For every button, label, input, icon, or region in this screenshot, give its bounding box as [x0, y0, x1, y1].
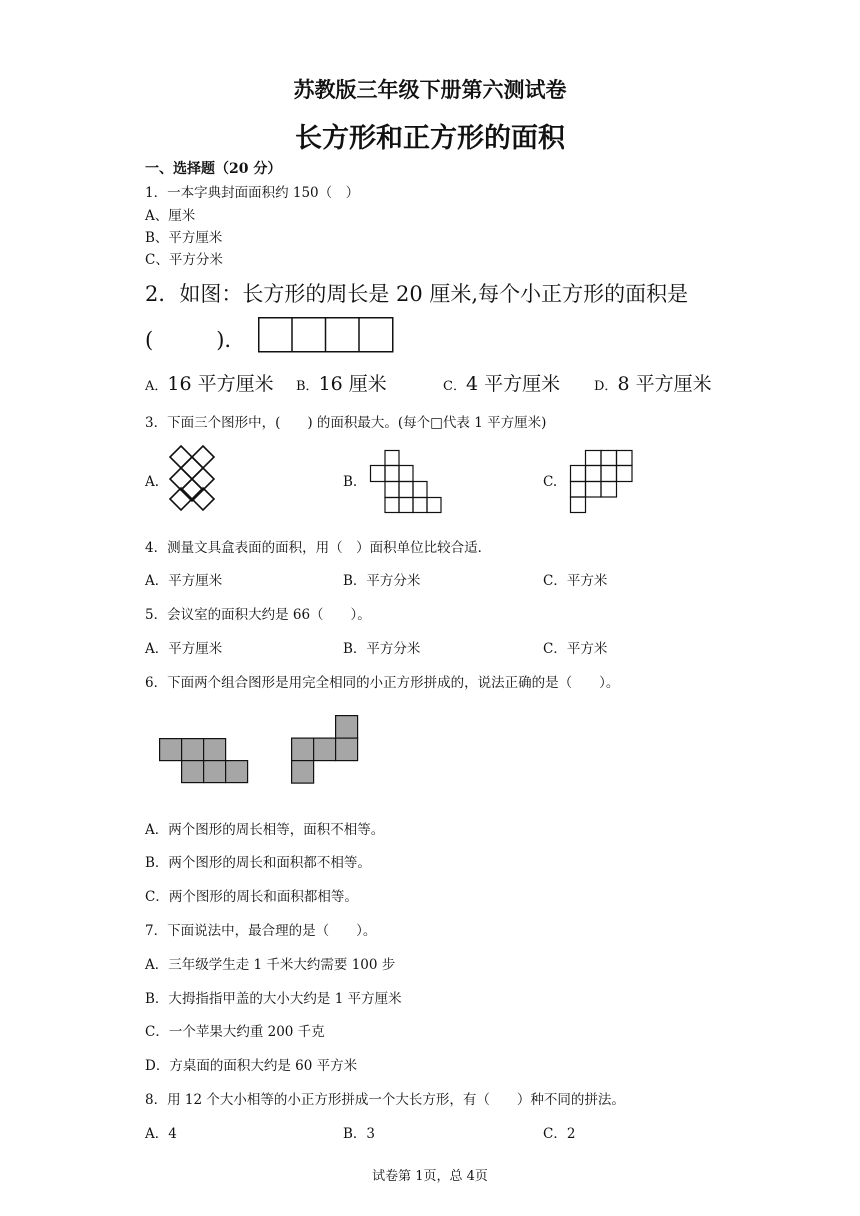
q2-option-d-text: 8 平方厘米 — [617, 373, 712, 395]
q4-option-a: A．平方厘米 — [145, 573, 223, 589]
q4-option-c: C．平方米 — [543, 573, 608, 589]
q1-option-b: B、平方厘米 — [145, 230, 223, 246]
q5-option-c: C．平方米 — [543, 641, 608, 657]
q2-blank: ( ). — [145, 328, 232, 352]
q8-option-c: C．2 — [543, 1126, 576, 1142]
q2-option-c-letter: C． — [443, 379, 466, 394]
q2-rectangle-figure — [258, 317, 394, 353]
q2-option-a-letter: A． — [145, 379, 168, 394]
q2-option-d-letter: D． — [594, 379, 618, 394]
q1-option-a: A、厘米 — [145, 208, 196, 224]
q6-stem: 6．下面两个组合图形是用完全相同的小正方形拼成的，说法正确的是（ ）。 — [145, 675, 620, 691]
q7-option-a: A．三年级学生走 1 千米大约需要 100 步 — [145, 957, 396, 973]
page-title: 苏教版三年级下册第六测试卷 — [293, 77, 567, 102]
q7-option-b: B．大拇指指甲盖的大小大约是 1 平方厘米 — [145, 991, 402, 1007]
q1-option-c: C、平方分米 — [145, 252, 223, 268]
q2-option-c-text: 4 平方厘米 — [465, 373, 561, 395]
q8-option-b: B．3 — [343, 1126, 376, 1142]
q2-option-b-text: 16 厘米 — [318, 373, 387, 395]
q7-stem: 7．下面说法中，最合理的是（ ）。 — [145, 923, 377, 939]
q1-stem: 1．一本字典封面面积约 150（ ） — [145, 185, 360, 201]
q2-option-b-letter: B． — [296, 379, 319, 394]
q3-figure-a — [170, 446, 214, 510]
page-footer: 试卷第 1页，总 4页 — [372, 1169, 488, 1184]
q6-option-a: A．两个图形的周长相等，面积不相等。 — [145, 822, 385, 838]
q7-option-c: C．一个苹果大约重 200 千克 — [145, 1024, 325, 1040]
q5-option-a: A．平方厘米 — [145, 641, 223, 657]
q8-option-a: A．4 — [145, 1126, 177, 1142]
q7-option-d: D．方桌面的面积大约是 60 平方米 — [145, 1058, 358, 1074]
q8-stem: 8．用 12 个大小相等的小正方形拼成一个大长方形，有（ ）种不同的拼法。 — [145, 1092, 625, 1108]
section-heading: 一、选择题（20 分） — [145, 161, 282, 177]
q3-label-a: A. — [145, 474, 160, 490]
q5-stem: 5．会议室的面积大约是 66（ ）。 — [145, 607, 371, 623]
q6-figure-left — [159, 738, 249, 784]
q6-figure-right — [291, 715, 359, 784]
q2-option-a-text: 16 平方厘米 — [167, 373, 274, 395]
page-subtitle: 长方形和正方形的面积 — [295, 123, 565, 154]
q3-figure-b — [370, 450, 442, 513]
q4-option-b: B．平方分米 — [343, 573, 421, 589]
q3-figure-c — [570, 450, 633, 513]
q3-stem: 3．下面三个图形中，( ) 的面积最大。(每个□代表 1 平方厘米) — [145, 415, 547, 431]
q6-option-c: C．两个图形的周长和面积都相等。 — [145, 889, 358, 905]
q5-option-b: B．平方分米 — [343, 641, 421, 657]
q3-label-c: C. — [543, 474, 558, 490]
q4-stem: 4．测量文具盒表面的面积，用（ ）面积单位比较合适． — [145, 540, 492, 556]
q2-stem: 2．如图：长方形的周长是 20 厘米,每个小正方形的面积是 — [145, 282, 689, 306]
q3-label-b: B. — [343, 474, 358, 490]
q6-option-b: B．两个图形的周长和面积都不相等。 — [145, 855, 371, 871]
